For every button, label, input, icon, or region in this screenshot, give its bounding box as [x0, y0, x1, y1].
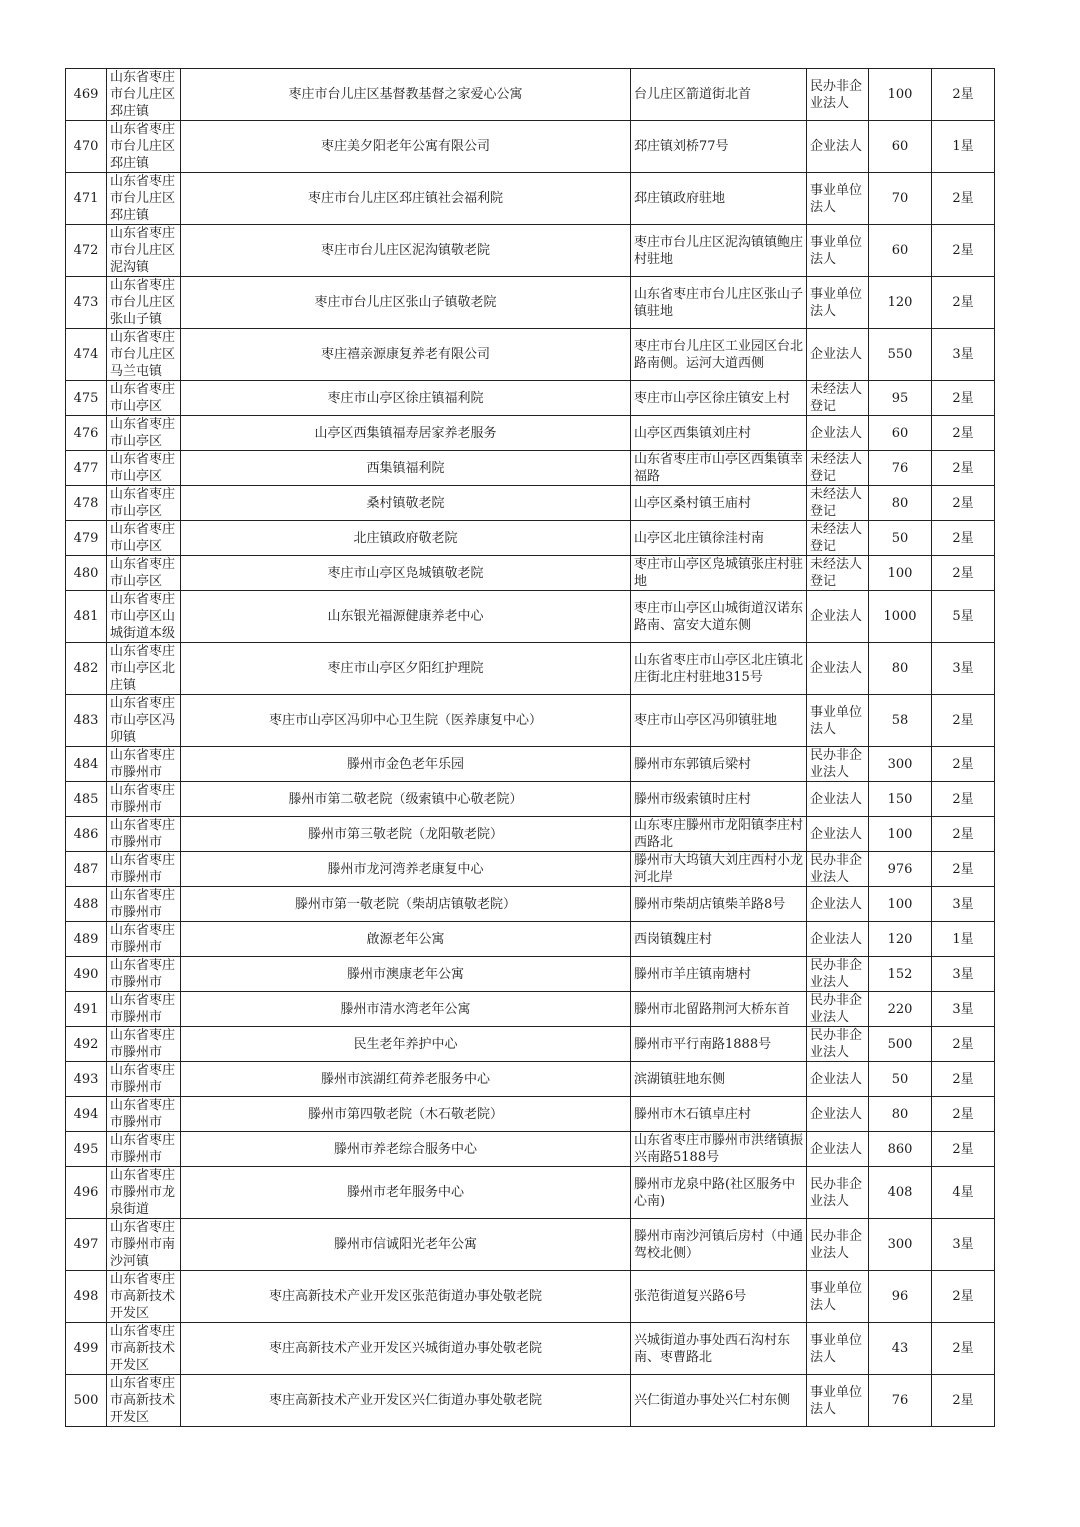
row-number: 469 — [66, 69, 107, 121]
facility-address: 山亭区桑村镇王庙村 — [631, 486, 807, 521]
star-rating: 2星 — [932, 69, 995, 121]
facility-name: 西集镇福利院 — [181, 451, 631, 486]
bed-count: 220 — [869, 992, 932, 1027]
table-row — [66, 1271, 995, 1323]
facility-address: 枣庄市山亭区冯卯镇驻地 — [631, 695, 807, 747]
bed-count: 76 — [869, 451, 932, 486]
row-number: 479 — [66, 521, 107, 556]
star-rating: 3星 — [932, 992, 995, 1027]
legal-entity-type: 民办非企业法人 — [807, 992, 869, 1027]
row-number: 480 — [66, 556, 107, 591]
table-row — [66, 381, 995, 416]
region-cell: 山东省枣庄市山亭区 — [107, 556, 181, 591]
star-rating: 2星 — [932, 556, 995, 591]
facility-name: 滕州市金色老年乐园 — [181, 747, 631, 782]
region-cell: 山东省枣庄市山亭区山城街道本级 — [107, 591, 181, 643]
row-number: 474 — [66, 329, 107, 381]
row-number: 491 — [66, 992, 107, 1027]
table-row — [66, 1132, 995, 1167]
facility-name: 滕州市澳康老年公寓 — [181, 957, 631, 992]
bed-count: 43 — [869, 1323, 932, 1375]
star-rating: 2星 — [932, 852, 995, 887]
row-number: 477 — [66, 451, 107, 486]
region-cell: 山东省枣庄市滕州市 — [107, 747, 181, 782]
legal-entity-type: 企业法人 — [807, 121, 869, 173]
region-cell: 山东省枣庄市滕州市 — [107, 1132, 181, 1167]
row-number: 493 — [66, 1062, 107, 1097]
region-cell: 山东省枣庄市滕州市 — [107, 957, 181, 992]
table-row — [66, 451, 995, 486]
legal-entity-type: 民办非企业法人 — [807, 957, 869, 992]
region-cell: 山东省枣庄市山亭区冯卯镇 — [107, 695, 181, 747]
table-row — [66, 277, 995, 329]
row-number: 487 — [66, 852, 107, 887]
bed-count: 95 — [869, 381, 932, 416]
row-number: 470 — [66, 121, 107, 173]
row-number: 483 — [66, 695, 107, 747]
facility-name: 枣庄市山亭区凫城镇敬老院 — [181, 556, 631, 591]
bed-count: 80 — [869, 643, 932, 695]
facility-address: 滕州市大坞镇大刘庄西村小龙河北岸 — [631, 852, 807, 887]
facility-table — [65, 68, 995, 1427]
facility-name: 滕州市信诚阳光老年公寓 — [181, 1219, 631, 1271]
region-cell: 山东省枣庄市高新技术开发区 — [107, 1375, 181, 1427]
facility-name: 民生老年养护中心 — [181, 1027, 631, 1062]
row-number: 484 — [66, 747, 107, 782]
facility-name: 滕州市老年服务中心 — [181, 1167, 631, 1219]
region-cell: 山东省枣庄市山亭区 — [107, 451, 181, 486]
facility-name: 滕州市清水湾老年公寓 — [181, 992, 631, 1027]
bed-count: 100 — [869, 817, 932, 852]
region-cell: 山东省枣庄市台儿庄区泥沟镇 — [107, 225, 181, 277]
region-cell: 山东省枣庄市山亭区 — [107, 486, 181, 521]
row-number: 496 — [66, 1167, 107, 1219]
bed-count: 50 — [869, 1062, 932, 1097]
star-rating: 2星 — [932, 1132, 995, 1167]
table-row — [66, 887, 995, 922]
region-cell: 山东省枣庄市台儿庄区马兰屯镇 — [107, 329, 181, 381]
facility-name: 枣庄市台儿庄区邳庄镇社会福利院 — [181, 173, 631, 225]
star-rating: 2星 — [932, 225, 995, 277]
region-cell: 山东省枣庄市滕州市 — [107, 1097, 181, 1132]
star-rating: 2星 — [932, 1027, 995, 1062]
table-row — [66, 817, 995, 852]
legal-entity-type: 企业法人 — [807, 817, 869, 852]
facility-name: 枣庄高新技术产业开发区张范街道办事处敬老院 — [181, 1271, 631, 1323]
table-row — [66, 69, 995, 121]
table-row — [66, 695, 995, 747]
legal-entity-type: 民办非企业法人 — [807, 69, 869, 121]
legal-entity-type: 企业法人 — [807, 1132, 869, 1167]
table-row — [66, 1323, 995, 1375]
bed-count: 500 — [869, 1027, 932, 1062]
facility-address: 滕州市北留路荆河大桥东首 — [631, 992, 807, 1027]
bed-count: 100 — [869, 69, 932, 121]
bed-count: 408 — [869, 1167, 932, 1219]
facility-address: 滕州市级索镇时庄村 — [631, 782, 807, 817]
legal-entity-type: 企业法人 — [807, 416, 869, 451]
star-rating: 3星 — [932, 887, 995, 922]
legal-entity-type: 民办非企业法人 — [807, 747, 869, 782]
facility-address: 张范街道复兴路6号 — [631, 1271, 807, 1323]
legal-entity-type: 未经法人登记 — [807, 486, 869, 521]
row-number: 475 — [66, 381, 107, 416]
row-number: 492 — [66, 1027, 107, 1062]
table-row — [66, 556, 995, 591]
star-rating: 4星 — [932, 1167, 995, 1219]
region-cell: 山东省枣庄市滕州市南沙河镇 — [107, 1219, 181, 1271]
table-row — [66, 922, 995, 957]
row-number: 489 — [66, 922, 107, 957]
bed-count: 60 — [869, 225, 932, 277]
legal-entity-type: 企业法人 — [807, 782, 869, 817]
facility-name: 枣庄市山亭区冯卯中心卫生院（医养康复中心） — [181, 695, 631, 747]
region-cell: 山东省枣庄市滕州市龙泉街道 — [107, 1167, 181, 1219]
region-cell: 山东省枣庄市台儿庄区张山子镇 — [107, 277, 181, 329]
facility-name: 滕州市养老综合服务中心 — [181, 1132, 631, 1167]
legal-entity-type: 企业法人 — [807, 329, 869, 381]
region-cell: 山东省枣庄市山亭区 — [107, 521, 181, 556]
legal-entity-type: 事业单位法人 — [807, 1271, 869, 1323]
region-cell: 山东省枣庄市台儿庄区邳庄镇 — [107, 121, 181, 173]
star-rating: 2星 — [932, 1062, 995, 1097]
region-cell: 山东省枣庄市滕州市 — [107, 1062, 181, 1097]
row-number: 471 — [66, 173, 107, 225]
facility-address: 枣庄市山亭区山城街道汉诺东路南、富安大道东侧 — [631, 591, 807, 643]
region-cell: 山东省枣庄市山亭区北庄镇 — [107, 643, 181, 695]
facility-address: 滕州市柴胡店镇柴羊路8号 — [631, 887, 807, 922]
star-rating: 2星 — [932, 1271, 995, 1323]
row-number: 498 — [66, 1271, 107, 1323]
star-rating: 2星 — [932, 817, 995, 852]
star-rating: 2星 — [932, 486, 995, 521]
legal-entity-type: 企业法人 — [807, 643, 869, 695]
row-number: 500 — [66, 1375, 107, 1427]
region-cell: 山东省枣庄市台儿庄区邳庄镇 — [107, 173, 181, 225]
row-number: 499 — [66, 1323, 107, 1375]
bed-count: 120 — [869, 277, 932, 329]
facility-name: 滕州市龙河湾养老康复中心 — [181, 852, 631, 887]
row-number: 488 — [66, 887, 107, 922]
star-rating: 2星 — [932, 747, 995, 782]
table-row — [66, 225, 995, 277]
legal-entity-type: 事业单位法人 — [807, 1375, 869, 1427]
table-row — [66, 1097, 995, 1132]
table-row — [66, 1062, 995, 1097]
row-number: 476 — [66, 416, 107, 451]
region-cell: 山东省枣庄市滕州市 — [107, 782, 181, 817]
region-cell: 山东省枣庄市滕州市 — [107, 1027, 181, 1062]
star-rating: 2星 — [932, 277, 995, 329]
region-cell: 山东省枣庄市滕州市 — [107, 922, 181, 957]
star-rating: 3星 — [932, 643, 995, 695]
star-rating: 2星 — [932, 173, 995, 225]
star-rating: 5星 — [932, 591, 995, 643]
bed-count: 58 — [869, 695, 932, 747]
facility-name: 桑村镇敬老院 — [181, 486, 631, 521]
bed-count: 976 — [869, 852, 932, 887]
facility-address: 滕州市南沙河镇后房村（中通驾校北侧） — [631, 1219, 807, 1271]
facility-name: 枣庄禧亲源康复养老有限公司 — [181, 329, 631, 381]
bed-count: 60 — [869, 416, 932, 451]
row-number: 472 — [66, 225, 107, 277]
facility-address: 滕州市龙泉中路(社区服务中心南) — [631, 1167, 807, 1219]
star-rating: 3星 — [932, 957, 995, 992]
facility-table-body — [66, 69, 995, 1427]
table-row — [66, 747, 995, 782]
row-number: 481 — [66, 591, 107, 643]
bed-count: 76 — [869, 1375, 932, 1427]
facility-name: 枣庄美夕阳老年公寓有限公司 — [181, 121, 631, 173]
facility-name: 山亭区西集镇福寿居家养老服务 — [181, 416, 631, 451]
star-rating: 2星 — [932, 521, 995, 556]
facility-address: 兴城街道办事处西石沟村东南、枣曹路北 — [631, 1323, 807, 1375]
legal-entity-type: 民办非企业法人 — [807, 1219, 869, 1271]
legal-entity-type: 企业法人 — [807, 887, 869, 922]
table-row — [66, 992, 995, 1027]
facility-address: 山东省枣庄市山亭区西集镇幸福路 — [631, 451, 807, 486]
facility-address: 邳庄镇政府驻地 — [631, 173, 807, 225]
bed-count: 60 — [869, 121, 932, 173]
facility-name: 枣庄市台儿庄区张山子镇敬老院 — [181, 277, 631, 329]
bed-count: 120 — [869, 922, 932, 957]
region-cell: 山东省枣庄市滕州市 — [107, 817, 181, 852]
row-number: 478 — [66, 486, 107, 521]
row-number: 490 — [66, 957, 107, 992]
facility-address: 滕州市东郭镇后梁村 — [631, 747, 807, 782]
star-rating: 1星 — [932, 922, 995, 957]
star-rating: 2星 — [932, 695, 995, 747]
bed-count: 300 — [869, 1219, 932, 1271]
facility-name: 滕州市第一敬老院（柴胡店镇敬老院） — [181, 887, 631, 922]
facility-address: 山东枣庄滕州市龙阳镇李庄村西路北 — [631, 817, 807, 852]
bed-count: 100 — [869, 887, 932, 922]
table-row — [66, 329, 995, 381]
facility-address: 枣庄市台儿庄区泥沟镇镇鲍庄村驻地 — [631, 225, 807, 277]
bed-count: 300 — [869, 747, 932, 782]
facility-address: 枣庄市山亭区徐庄镇安上村 — [631, 381, 807, 416]
bed-count: 152 — [869, 957, 932, 992]
facility-address: 山亭区西集镇刘庄村 — [631, 416, 807, 451]
table-row — [66, 591, 995, 643]
row-number: 495 — [66, 1132, 107, 1167]
facility-address: 山亭区北庄镇徐洼村南 — [631, 521, 807, 556]
star-rating: 1星 — [932, 121, 995, 173]
bed-count: 50 — [869, 521, 932, 556]
star-rating: 2星 — [932, 1097, 995, 1132]
legal-entity-type: 未经法人登记 — [807, 451, 869, 486]
facility-name: 枣庄市山亭区夕阳红护理院 — [181, 643, 631, 695]
facility-name: 山东银光福源健康养老中心 — [181, 591, 631, 643]
facility-name: 枣庄高新技术产业开发区兴城街道办事处敬老院 — [181, 1323, 631, 1375]
legal-entity-type: 事业单位法人 — [807, 1323, 869, 1375]
facility-address: 邳庄镇刘桥77号 — [631, 121, 807, 173]
region-cell: 山东省枣庄市滕州市 — [107, 992, 181, 1027]
legal-entity-type: 未经法人登记 — [807, 521, 869, 556]
star-rating: 2星 — [932, 782, 995, 817]
row-number: 485 — [66, 782, 107, 817]
table-row — [66, 957, 995, 992]
facility-address: 山东省枣庄市山亭区北庄镇北庄街北庄村驻地315号 — [631, 643, 807, 695]
star-rating: 2星 — [932, 1323, 995, 1375]
bed-count: 70 — [869, 173, 932, 225]
region-cell: 山东省枣庄市台儿庄区邳庄镇 — [107, 69, 181, 121]
table-row — [66, 521, 995, 556]
legal-entity-type: 民办非企业法人 — [807, 852, 869, 887]
region-cell: 山东省枣庄市滕州市 — [107, 852, 181, 887]
facility-address: 枣庄市山亭区凫城镇张庄村驻地 — [631, 556, 807, 591]
star-rating: 2星 — [932, 416, 995, 451]
legal-entity-type: 事业单位法人 — [807, 277, 869, 329]
table-row — [66, 486, 995, 521]
table-row — [66, 1219, 995, 1271]
facility-address: 西岗镇魏庄村 — [631, 922, 807, 957]
table-row — [66, 852, 995, 887]
bed-count: 860 — [869, 1132, 932, 1167]
bed-count: 100 — [869, 556, 932, 591]
table-row — [66, 173, 995, 225]
facility-name: 枣庄市山亭区徐庄镇福利院 — [181, 381, 631, 416]
facility-name: 滕州市第二敬老院（级索镇中心敬老院） — [181, 782, 631, 817]
star-rating: 3星 — [932, 329, 995, 381]
facility-name: 滕州市第三敬老院（龙阳敬老院） — [181, 817, 631, 852]
row-number: 494 — [66, 1097, 107, 1132]
legal-entity-type: 企业法人 — [807, 1097, 869, 1132]
facility-address: 滨湖镇驻地东侧 — [631, 1062, 807, 1097]
star-rating: 2星 — [932, 381, 995, 416]
legal-entity-type: 企业法人 — [807, 1062, 869, 1097]
legal-entity-type: 企业法人 — [807, 591, 869, 643]
row-number: 497 — [66, 1219, 107, 1271]
facility-address: 山东省枣庄市滕州市洪绪镇振兴南路5188号 — [631, 1132, 807, 1167]
bed-count: 150 — [869, 782, 932, 817]
legal-entity-type: 事业单位法人 — [807, 225, 869, 277]
facility-name: 枣庄市台儿庄区泥沟镇敬老院 — [181, 225, 631, 277]
legal-entity-type: 企业法人 — [807, 922, 869, 957]
facility-name: 啟源老年公寓 — [181, 922, 631, 957]
legal-entity-type: 民办非企业法人 — [807, 1167, 869, 1219]
row-number: 486 — [66, 817, 107, 852]
bed-count: 1000 — [869, 591, 932, 643]
region-cell: 山东省枣庄市高新技术开发区 — [107, 1323, 181, 1375]
table-row — [66, 782, 995, 817]
facility-address: 兴仁街道办事处兴仁村东侧 — [631, 1375, 807, 1427]
bed-count: 96 — [869, 1271, 932, 1323]
facility-name: 枣庄市台儿庄区基督教基督之家爱心公寓 — [181, 69, 631, 121]
legal-entity-type: 未经法人登记 — [807, 381, 869, 416]
bed-count: 80 — [869, 486, 932, 521]
facility-address: 山东省枣庄市台儿庄区张山子镇驻地 — [631, 277, 807, 329]
facility-address: 枣庄市台儿庄区工业园区台北路南侧。运河大道西侧 — [631, 329, 807, 381]
row-number: 473 — [66, 277, 107, 329]
bed-count: 550 — [869, 329, 932, 381]
star-rating: 2星 — [932, 451, 995, 486]
star-rating: 3星 — [932, 1219, 995, 1271]
facility-address: 滕州市平行南路1888号 — [631, 1027, 807, 1062]
table-row — [66, 121, 995, 173]
region-cell: 山东省枣庄市山亭区 — [107, 416, 181, 451]
bed-count: 80 — [869, 1097, 932, 1132]
region-cell: 山东省枣庄市高新技术开发区 — [107, 1271, 181, 1323]
region-cell: 山东省枣庄市滕州市 — [107, 887, 181, 922]
row-number: 482 — [66, 643, 107, 695]
table-row — [66, 416, 995, 451]
region-cell: 山东省枣庄市山亭区 — [107, 381, 181, 416]
legal-entity-type: 未经法人登记 — [807, 556, 869, 591]
table-row — [66, 1027, 995, 1062]
legal-entity-type: 事业单位法人 — [807, 695, 869, 747]
facility-name: 北庄镇政府敬老院 — [181, 521, 631, 556]
legal-entity-type: 民办非企业法人 — [807, 1027, 869, 1062]
facility-name: 枣庄高新技术产业开发区兴仁街道办事处敬老院 — [181, 1375, 631, 1427]
star-rating: 2星 — [932, 1375, 995, 1427]
facility-address: 台儿庄区箭道街北首 — [631, 69, 807, 121]
legal-entity-type: 事业单位法人 — [807, 173, 869, 225]
table-row — [66, 1167, 995, 1219]
facility-name: 滕州市第四敬老院（木石敬老院） — [181, 1097, 631, 1132]
facility-name: 滕州市滨湖红荷养老服务中心 — [181, 1062, 631, 1097]
table-row — [66, 643, 995, 695]
table-row — [66, 1375, 995, 1427]
facility-address: 滕州市木石镇卓庄村 — [631, 1097, 807, 1132]
facility-address: 滕州市羊庄镇南塘村 — [631, 957, 807, 992]
